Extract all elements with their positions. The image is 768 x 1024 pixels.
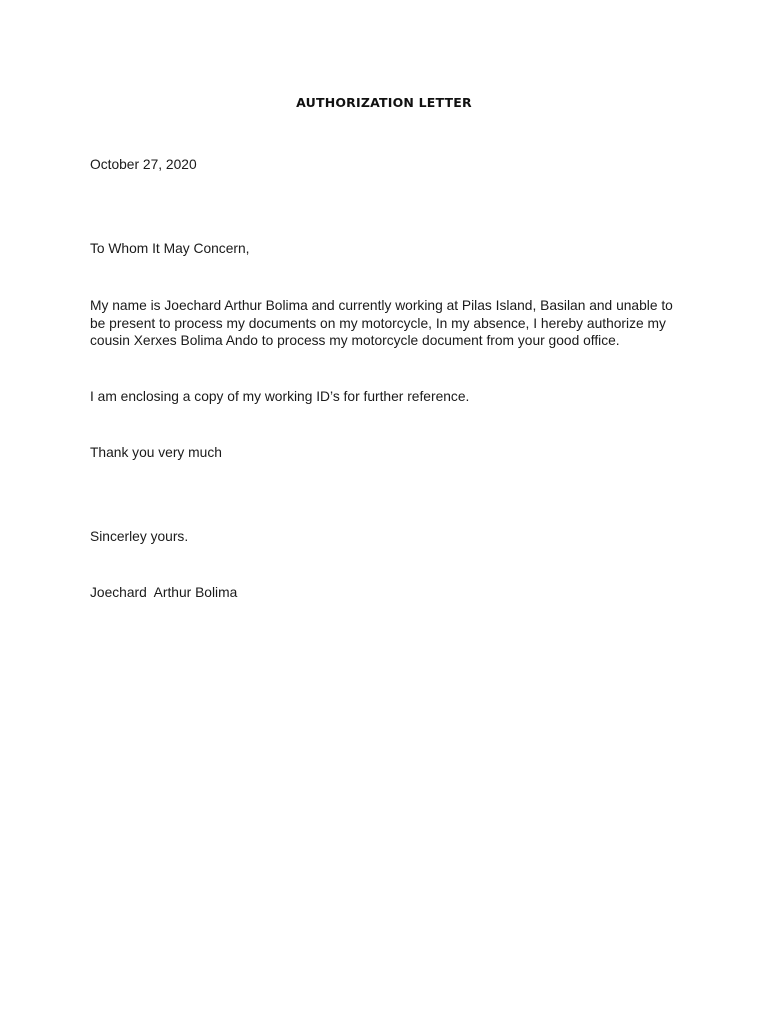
letter-title: AUTHORIZATION LETTER xyxy=(296,95,472,110)
letter-closing: Sincerley yours. xyxy=(90,529,189,544)
letter-date: October 27, 2020 xyxy=(90,157,197,172)
letter-thanks: Thank you very much xyxy=(90,445,222,460)
letter-enclosing-note: I am enclosing a copy of my working ID’s for further reference. xyxy=(90,389,470,404)
letter-body-line: be present to process my documents on my motorcycle, In my absence, I hereby authorize my xyxy=(90,315,666,331)
letter-signature-name: Joechard Arthur Bolima xyxy=(90,585,238,600)
letter-body-line: My name is Joechard Arthur Bolima and currently working at Pilas Island, Basilan and unable to xyxy=(90,298,673,313)
letter-salutation: To Whom It May Concern, xyxy=(90,241,250,256)
letter-body-line: cousin Xerxes Bolima Ando to process my motorcycle document from your good office. xyxy=(90,333,620,348)
letter-body-paragraph xyxy=(90,297,700,350)
